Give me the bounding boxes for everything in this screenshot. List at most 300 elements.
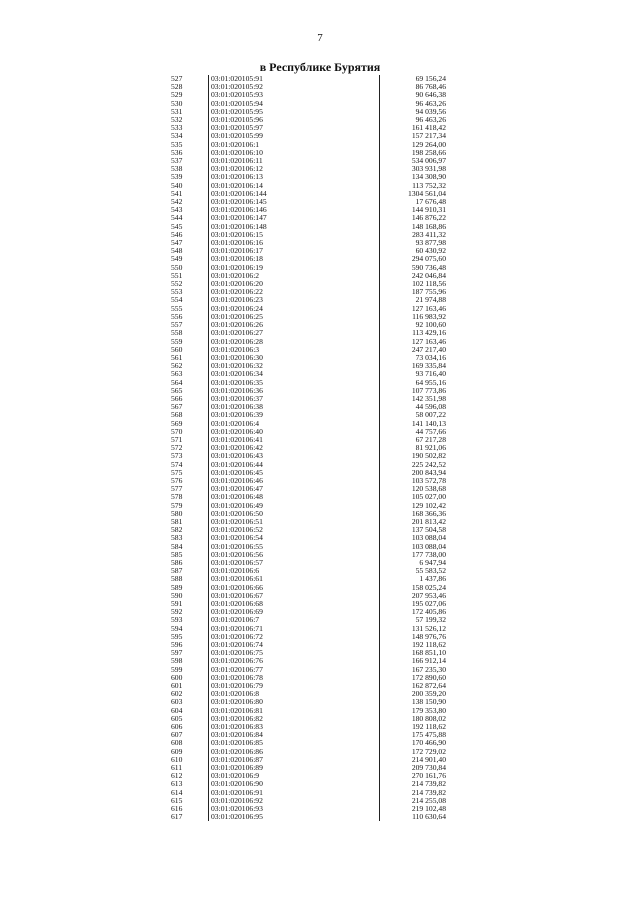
row-number: 541 [171, 189, 183, 198]
cadastral-value: 172 729,02 [380, 748, 449, 756]
cadastral-value: 201 813,42 [380, 518, 449, 526]
cadastral-number: 03:01:020106:55 [209, 543, 380, 551]
table-row [166, 362, 448, 370]
table-row [166, 280, 448, 288]
cadastral-number: 03:01:020106:4 [209, 420, 380, 428]
cadastral-number: 03:01:020106:34 [209, 370, 380, 378]
table-row [166, 584, 448, 592]
cadastral-number: 03:01:020106:22 [209, 288, 380, 296]
row-number: 539 [171, 173, 183, 182]
cadastral-number: 03:01:020106:90 [209, 780, 380, 788]
table-row [166, 198, 448, 206]
cadastral-number: 03:01:020106:28 [209, 338, 380, 346]
row-number: 574 [171, 460, 183, 469]
cadastral-value: 190 502,82 [380, 452, 449, 460]
cadastral-value: 1304 561,04 [380, 190, 449, 198]
cadastral-value: 179 353,80 [380, 707, 449, 715]
row-number: 559 [171, 337, 183, 346]
cadastral-number: 03:01:020106:75 [209, 649, 380, 657]
cadastral-value: 168 366,36 [380, 510, 449, 518]
row-number: 597 [171, 649, 183, 658]
cadastral-number: 03:01:020106:77 [209, 666, 380, 674]
table-row [166, 395, 448, 403]
cadastral-number: 03:01:020106:7 [209, 616, 380, 624]
cadastral-value: 294 075,60 [380, 255, 449, 263]
cadastral-number: 03:01:020106:20 [209, 280, 380, 288]
table-row [166, 379, 448, 387]
table-row [166, 510, 448, 518]
table-row [166, 116, 448, 124]
cadastral-value: 198 258,66 [380, 149, 449, 157]
row-number: 593 [171, 616, 183, 625]
cadastral-value: 590 736,48 [380, 264, 449, 272]
cadastral-value: 58 007,22 [380, 411, 449, 419]
table-row [166, 698, 448, 706]
row-number: 536 [171, 148, 183, 157]
row-number: 544 [171, 214, 183, 223]
cadastral-number: 03:01:020106:2 [209, 272, 380, 280]
row-number: 612 [171, 772, 183, 781]
cadastral-number: 03:01:020106:27 [209, 329, 380, 337]
cadastral-number: 03:01:020106:92 [209, 797, 380, 805]
row-number: 549 [171, 255, 183, 264]
cadastral-value: 195 027,06 [380, 600, 449, 608]
cadastral-number: 03:01:020106:49 [209, 502, 380, 510]
row-number: 587 [171, 567, 183, 576]
table-row [166, 543, 448, 551]
cadastral-number: 03:01:020106:74 [209, 641, 380, 649]
table-row [166, 264, 448, 272]
cadastral-number: 03:01:020106:69 [209, 608, 380, 616]
row-number: 616 [171, 805, 183, 814]
table-row [166, 731, 448, 739]
cadastral-value: 81 921,06 [380, 444, 449, 452]
cadastral-value: 225 242,52 [380, 461, 449, 469]
cadastral-value: 17 676,48 [380, 198, 449, 206]
cadastral-value: 94 039,56 [380, 108, 449, 116]
row-number: 614 [171, 788, 183, 797]
table-row [166, 469, 448, 477]
cadastral-value: 200 359,20 [380, 690, 449, 698]
row-number: 552 [171, 280, 183, 289]
cadastral-number: 03:01:020106:66 [209, 584, 380, 592]
row-number: 542 [171, 198, 183, 207]
row-number: 566 [171, 394, 183, 403]
table-row [166, 690, 448, 698]
cadastral-number: 03:01:020106:32 [209, 362, 380, 370]
row-number: 579 [171, 501, 183, 510]
page-heading: в Республике Бурятия [259, 60, 381, 74]
cadastral-number: 03:01:020106:83 [209, 723, 380, 731]
row-number: 567 [171, 403, 183, 412]
cadastral-number: 03:01:020106:17 [209, 247, 380, 255]
cadastral-value: 131 526,12 [380, 625, 449, 633]
cadastral-value: 303 931,98 [380, 165, 449, 173]
cadastral-value: 158 025,24 [380, 584, 449, 592]
cadastral-number: 03:01:020106:51 [209, 518, 380, 526]
cadastral-number: 03:01:020105:94 [209, 100, 380, 108]
cadastral-number: 03:01:020106:41 [209, 436, 380, 444]
table-row [166, 83, 448, 91]
row-number: 527 [171, 75, 183, 83]
cadastral-number: 03:01:020106:45 [209, 469, 380, 477]
cadastral-number: 03:01:020106:39 [209, 411, 380, 419]
table-row [166, 75, 448, 83]
cadastral-number: 03:01:020106:68 [209, 600, 380, 608]
cadastral-value: 148 976,76 [380, 633, 449, 641]
cadastral-value: 93 716,40 [380, 370, 449, 378]
row-number: 555 [171, 304, 183, 313]
table-row [166, 141, 448, 149]
cadastral-number: 03:01:020106:16 [209, 239, 380, 247]
cadastral-value: 247 217,40 [380, 346, 449, 354]
cadastral-number: 03:01:020106:71 [209, 625, 380, 633]
table-row [166, 214, 448, 222]
table-row [166, 477, 448, 485]
row-number: 553 [171, 288, 183, 297]
row-number: 617 [171, 813, 183, 822]
cadastral-number: 03:01:020106:84 [209, 731, 380, 739]
cadastral-value-table [166, 75, 448, 821]
table-row [166, 108, 448, 116]
cadastral-value: 96 463,26 [380, 116, 449, 124]
table-row [166, 182, 448, 190]
table-row [166, 313, 448, 321]
table-row [166, 190, 448, 198]
cadastral-number: 03:01:020106:43 [209, 452, 380, 460]
row-number: 577 [171, 485, 183, 494]
table-row [166, 707, 448, 715]
cadastral-number: 03:01:020106:30 [209, 354, 380, 362]
cadastral-number: 03:01:020105:92 [209, 83, 380, 91]
cadastral-value: 113 752,32 [380, 182, 449, 190]
cadastral-value: 209 730,84 [380, 764, 449, 772]
cadastral-number: 03:01:020105:91 [209, 75, 380, 83]
row-number: 550 [171, 263, 183, 272]
cadastral-value: 138 150,90 [380, 698, 449, 706]
cadastral-value: 127 163,46 [380, 305, 449, 313]
cadastral-number: 03:01:020106:40 [209, 428, 380, 436]
cadastral-value: 168 851,10 [380, 649, 449, 657]
cadastral-value: 157 217,34 [380, 132, 449, 140]
cadastral-value: 103 088,04 [380, 534, 449, 542]
table-row [166, 403, 448, 411]
row-number: 528 [171, 83, 183, 92]
table-row [166, 502, 448, 510]
cadastral-value: 103 572,78 [380, 477, 449, 485]
table-row [166, 387, 448, 395]
cadastral-number: 03:01:020106:86 [209, 748, 380, 756]
table-row [166, 231, 448, 239]
cadastral-value: 44 596,08 [380, 403, 449, 411]
table-row [166, 633, 448, 641]
cadastral-number: 03:01:020106:13 [209, 173, 380, 181]
cadastral-value: 172 890,60 [380, 674, 449, 682]
cadastral-value: 166 912,14 [380, 657, 449, 665]
cadastral-value: 107 773,86 [380, 387, 449, 395]
cadastral-value: 172 405,86 [380, 608, 449, 616]
table-row [166, 674, 448, 682]
row-number: 556 [171, 312, 183, 321]
row-number: 599 [171, 665, 183, 674]
table-row [166, 641, 448, 649]
table-row [166, 592, 448, 600]
table-row [166, 223, 448, 231]
cadastral-number: 03:01:020106:6 [209, 567, 380, 575]
cadastral-number: 03:01:020106:81 [209, 707, 380, 715]
cadastral-number: 03:01:020106:8 [209, 690, 380, 698]
cadastral-number: 03:01:020106:76 [209, 657, 380, 665]
cadastral-number: 03:01:020106:9 [209, 772, 380, 780]
cadastral-number: 03:01:020106:57 [209, 559, 380, 567]
cadastral-number: 03:01:020105:97 [209, 124, 380, 132]
row-number: 588 [171, 575, 183, 584]
table-row [166, 305, 448, 313]
cadastral-value: 207 953,46 [380, 592, 449, 600]
cadastral-number: 03:01:020106:48 [209, 493, 380, 501]
cadastral-number: 03:01:020106:10 [209, 149, 380, 157]
row-number: 547 [171, 239, 183, 248]
cadastral-number: 03:01:020106:148 [209, 223, 380, 231]
cadastral-value: 6 947,94 [380, 559, 449, 567]
cadastral-value: 214 901,40 [380, 756, 449, 764]
cadastral-value: 120 538,68 [380, 485, 449, 493]
cadastral-value: 64 955,16 [380, 379, 449, 387]
cadastral-number: 03:01:020106:24 [209, 305, 380, 313]
cadastral-value: 167 235,30 [380, 666, 449, 674]
table-row [166, 239, 448, 247]
cadastral-number: 03:01:020106:47 [209, 485, 380, 493]
cadastral-value: 187 755,96 [380, 288, 449, 296]
cadastral-value: 219 102,48 [380, 805, 449, 813]
row-number: 606 [171, 723, 183, 732]
cadastral-value: 44 757,66 [380, 428, 449, 436]
table-row [166, 124, 448, 132]
table-row [166, 370, 448, 378]
table-row [166, 436, 448, 444]
table-row [166, 657, 448, 665]
cadastral-number: 03:01:020106:91 [209, 789, 380, 797]
cadastral-value: 141 140,13 [380, 420, 449, 428]
cadastral-value: 192 118,62 [380, 641, 449, 649]
cadastral-value: 270 161,76 [380, 772, 449, 780]
cadastral-value: 242 046,84 [380, 272, 449, 280]
cadastral-value: 146 876,22 [380, 214, 449, 222]
cadastral-value: 102 118,56 [380, 280, 449, 288]
cadastral-number: 03:01:020106:52 [209, 526, 380, 534]
table-row [166, 518, 448, 526]
table-row [166, 682, 448, 690]
cadastral-number: 03:01:020106:95 [209, 813, 380, 821]
table-row [166, 772, 448, 780]
cadastral-number: 03:01:020106:54 [209, 534, 380, 542]
row-number: 604 [171, 706, 183, 715]
cadastral-number: 03:01:020106:11 [209, 157, 380, 165]
cadastral-value: 200 843,94 [380, 469, 449, 477]
cadastral-number: 03:01:020106:14 [209, 182, 380, 190]
table-row [166, 805, 448, 813]
table-row [166, 575, 448, 583]
table-row [166, 149, 448, 157]
table-row [166, 206, 448, 214]
table-row [166, 780, 448, 788]
row-number: 575 [171, 468, 183, 477]
cadastral-value: 169 335,84 [380, 362, 449, 370]
table-row [166, 346, 448, 354]
row-number: 600 [171, 673, 183, 682]
row-number: 563 [171, 370, 183, 379]
cadastral-value: 21 974,88 [380, 296, 449, 304]
row-number: 564 [171, 378, 183, 387]
cadastral-number: 03:01:020105:96 [209, 116, 380, 124]
table-row [166, 797, 448, 805]
cadastral-number: 03:01:020106:79 [209, 682, 380, 690]
cadastral-value: 73 034,16 [380, 354, 449, 362]
cadastral-number: 03:01:020105:95 [209, 108, 380, 116]
cadastral-number: 03:01:020106:56 [209, 551, 380, 559]
row-number: 598 [171, 657, 183, 666]
table-row [166, 288, 448, 296]
row-number: 546 [171, 230, 183, 239]
cadastral-number: 03:01:020106:61 [209, 575, 380, 583]
cadastral-number: 03:01:020106:85 [209, 739, 380, 747]
table-row [166, 600, 448, 608]
table-row [166, 526, 448, 534]
cadastral-value: 177 738,00 [380, 551, 449, 559]
row-number: 545 [171, 222, 183, 231]
row-number: 595 [171, 632, 183, 641]
table-row [166, 428, 448, 436]
table-row [166, 452, 448, 460]
cadastral-value: 127 163,46 [380, 338, 449, 346]
row-number: 611 [171, 764, 183, 773]
row-number: 569 [171, 419, 183, 428]
table-row [166, 255, 448, 263]
table-row [166, 338, 448, 346]
row-number: 576 [171, 476, 183, 485]
row-number: 531 [171, 107, 183, 116]
row-number: 554 [171, 296, 183, 305]
row-number: 529 [171, 91, 183, 100]
row-number: 568 [171, 411, 183, 420]
row-number: 562 [171, 362, 183, 371]
cadastral-number: 03:01:020106:12 [209, 165, 380, 173]
row-number: 557 [171, 321, 183, 330]
row-number: 540 [171, 181, 183, 190]
table-row [166, 461, 448, 469]
row-number: 551 [171, 271, 183, 280]
table-row [166, 329, 448, 337]
row-number: 558 [171, 329, 183, 338]
cadastral-value: 1 437,86 [380, 575, 449, 583]
row-number: 613 [171, 780, 183, 789]
row-number: 572 [171, 444, 183, 453]
table-body [166, 75, 448, 821]
cadastral-value: 129 102,42 [380, 502, 449, 510]
cadastral-number: 03:01:020105:93 [209, 91, 380, 99]
row-number: 560 [171, 345, 183, 354]
row-number: 565 [171, 386, 183, 395]
row-number: 586 [171, 558, 183, 567]
cadastral-number: 03:01:020106:3 [209, 346, 380, 354]
cadastral-number: 03:01:020106:87 [209, 756, 380, 764]
cadastral-number: 03:01:020106:50 [209, 510, 380, 518]
row-number: 530 [171, 99, 183, 108]
cadastral-value: 96 463,26 [380, 100, 449, 108]
cadastral-number: 03:01:020106:36 [209, 387, 380, 395]
row-number: 538 [171, 165, 183, 174]
table-row [166, 666, 448, 674]
cadastral-number: 03:01:020106:78 [209, 674, 380, 682]
row-number: 534 [171, 132, 183, 141]
cadastral-value: 137 504,58 [380, 526, 449, 534]
row-number: 584 [171, 542, 183, 551]
table-row [166, 567, 448, 575]
cadastral-number: 03:01:020106:147 [209, 214, 380, 222]
cadastral-value: 86 768,46 [380, 83, 449, 91]
cadastral-number: 03:01:020106:44 [209, 461, 380, 469]
table-row [166, 296, 448, 304]
cadastral-number: 03:01:020105:99 [209, 132, 380, 140]
row-number: 535 [171, 140, 183, 149]
cadastral-value: 103 088,04 [380, 543, 449, 551]
cadastral-number: 03:01:020106:26 [209, 321, 380, 329]
table-row [166, 411, 448, 419]
table-row [166, 485, 448, 493]
cadastral-value: 144 910,31 [380, 206, 449, 214]
row-number: 615 [171, 796, 183, 805]
cadastral-value: 110 630,64 [380, 813, 449, 821]
cadastral-value: 192 118,62 [380, 723, 449, 731]
table-row [166, 100, 448, 108]
row-number: 589 [171, 583, 183, 592]
cadastral-value: 214 739,82 [380, 789, 449, 797]
row-number: 592 [171, 608, 183, 617]
cadastral-number: 03:01:020106:67 [209, 592, 380, 600]
cadastral-number: 03:01:020106:37 [209, 395, 380, 403]
table-row [166, 354, 448, 362]
row-number: 582 [171, 526, 183, 535]
row-number: 610 [171, 755, 183, 764]
table-row [166, 91, 448, 99]
cadastral-value: 162 872,64 [380, 682, 449, 690]
cadastral-number: 03:01:020106:146 [209, 206, 380, 214]
cadastral-value: 60 430,92 [380, 247, 449, 255]
row-number: 602 [171, 690, 183, 699]
row-number: 581 [171, 517, 183, 526]
cadastral-value: 534 006,97 [380, 157, 449, 165]
cadastral-value: 148 168,86 [380, 223, 449, 231]
table-row [166, 723, 448, 731]
cadastral-number: 03:01:020106:35 [209, 379, 380, 387]
table-row [166, 165, 448, 173]
row-number: 561 [171, 353, 183, 362]
cadastral-value: 214 255,08 [380, 797, 449, 805]
row-number: 578 [171, 493, 183, 502]
row-number: 596 [171, 641, 183, 650]
row-number: 580 [171, 509, 183, 518]
row-number: 573 [171, 452, 183, 461]
cadastral-value: 67 217,28 [380, 436, 449, 444]
row-number: 608 [171, 739, 183, 748]
row-number: 594 [171, 624, 183, 633]
table-row [166, 420, 448, 428]
row-number: 570 [171, 427, 183, 436]
cadastral-value: 105 027,00 [380, 493, 449, 501]
cadastral-number: 03:01:020106:42 [209, 444, 380, 452]
row-number: 583 [171, 534, 183, 543]
cadastral-value: 129 264,00 [380, 141, 449, 149]
